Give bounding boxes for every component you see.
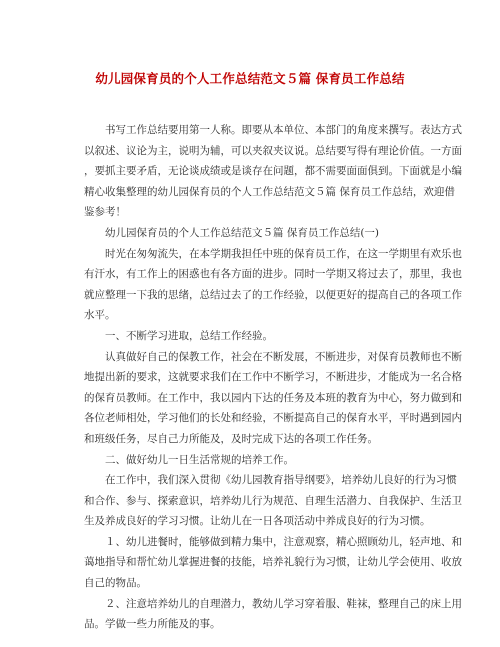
paragraph-line: 一、不断学习进取，总结工作经验。 xyxy=(105,329,273,342)
paragraph-line: 和班级任务，尽自己力所能及，及时完成下达的各项工作任务。 xyxy=(84,432,378,445)
paragraph-line: 幼儿园保育员的个人工作总结范文５篇 保育员工作总结(一) xyxy=(105,226,380,239)
paragraph-line: 二、做好幼儿一日生活常规的培养工作。 xyxy=(105,453,294,466)
paragraph-line: 蔼地指导和帮忙幼儿掌握进餐的技能，培养礼貌行为习惯，让幼儿学会使用、收放 xyxy=(84,556,462,569)
paragraph-line: 水平。 xyxy=(84,309,116,322)
paragraph-line: 时光在匆匆流失，在本学期我担任中班的保育员工作，在这一学期里有欢乐也 xyxy=(105,247,462,260)
paragraph-line: 生及养成良好的学习习惯。让幼儿在一日各项活动中养成良好的行为习惯。 xyxy=(84,515,431,528)
paragraph-line: 各位老师相处，学习他们的长处和经验，不断提高自己的保育水平，平时遇到园内 xyxy=(84,412,462,425)
paragraph-line: 和合作、参与、探索意识，培养幼儿行为规范、自理生活潜力、自我保护、生活卫 xyxy=(84,494,462,507)
paragraph-line: 品。学做一些力所能及的事。 xyxy=(84,618,221,631)
paragraph-line: １、幼儿进餐时，能够做到精力集中，注意观察，精心照顾幼儿，轻声地、和 xyxy=(105,535,462,548)
paragraph-line: 自己的物品。 xyxy=(84,577,147,590)
document-title: 幼儿园保育员的个人工作总结范文５篇 保育员工作总结 xyxy=(95,71,405,86)
paragraph-line: ２、注意培养幼儿的自理潜力，教幼儿学习穿着服、鞋袜，整理自己的床上用 xyxy=(105,597,462,610)
paragraph-line: 认真做好自己的保教工作，社会在不断发展，不断进步，对保育员教师也不断 xyxy=(105,350,462,363)
document-body xyxy=(84,120,462,635)
paragraph-line: 书写工作总结要用第一人称。即要从本单位、本部门的角度来撰写。表达方式 xyxy=(105,124,462,136)
paragraph-line: 以叙述、议论为主，说明为辅，可以夹叙夹议说。总结要写得有理论价值。一方面 xyxy=(84,144,462,157)
paragraph-line: 在工作中，我们深入贯彻《幼儿园教育指导纲要》，培养幼儿良好的行为习惯 xyxy=(105,474,457,487)
paragraph-line: 精心收集整理的幼儿园保育员的个人工作总结范文５篇 保育员工作总结，欢迎借 xyxy=(84,185,455,198)
paragraph-line: 就应整理一下我的思绪，总结过去了的工作经验，以便更好的提高自己的各项工作 xyxy=(84,288,462,301)
paragraph-line: 鉴参考！ xyxy=(84,206,126,219)
paragraph-line: 地提出新的要求，这就要求我们在工作中不断学习，不断进步，才能成为一名合格 xyxy=(84,371,462,384)
paragraph-line: ，要抓主要矛盾，无论谈成绩或是谈存在问题，都不需要面面俱到。下面就是小编 xyxy=(84,165,462,178)
paragraph-line: 的保育员教师。在工作中，我以园内下达的任务及本班的教育为中心，努力做到和 xyxy=(84,391,462,404)
paragraph-line: 有汗水，有工作上的困惑也有各方面的进步。同时一学期又将过去了，那里，我也 xyxy=(84,268,462,281)
